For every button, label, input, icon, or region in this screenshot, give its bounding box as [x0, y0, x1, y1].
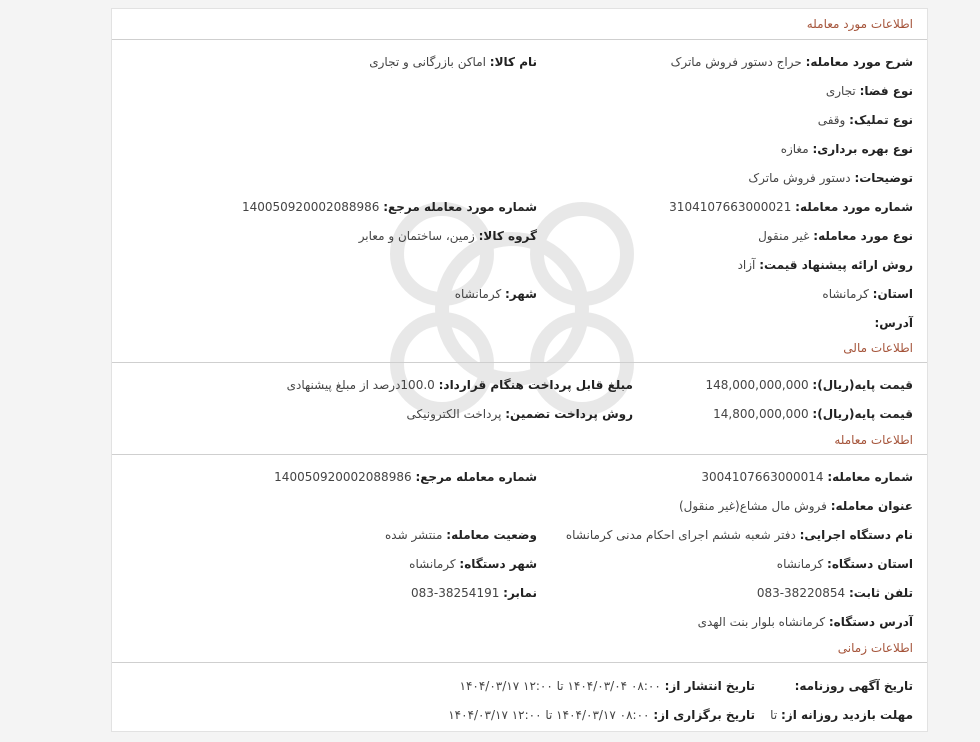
transaction-title: عنوان معامله: فروش مال مشاع(غیر منقول)	[678, 499, 913, 513]
offer-method: روش ارائه پیشنهاد قیمت: آزاد	[737, 258, 913, 272]
newspaper-date: تاریخ آگهی روزنامه:	[794, 679, 913, 693]
usage-type: نوع بهره برداری: مغازه	[780, 142, 913, 156]
base-price: قیمت پایه(ریال): 148,000,000,000	[705, 378, 913, 392]
divider	[112, 362, 927, 363]
phone: تلفن ثابت: 083-38220854	[756, 586, 913, 600]
deal-description: شرح مورد معامله: حراج دستور فروش ماترک	[670, 55, 913, 69]
publish-date: تاریخ انتشار از: ۰۸:۰۰ ۱۴۰۴/۰۳/۰۴ تا ۱۲:۰۰ ۱۴۰۴/۰۳/۱۷	[459, 679, 755, 693]
section-title-deal: اطلاعات مورد معامله	[806, 17, 913, 31]
org-province: استان دستگاه: کرمانشاه	[776, 557, 913, 571]
transaction-number: شماره معامله: 3004107663000014	[701, 470, 913, 484]
fax: نمابر: 083-38254191	[411, 586, 537, 600]
space-type: نوع فضا: تجاری	[825, 84, 913, 98]
executor-name: نام دستگاه اجرایی: دفتر شعبه ششم اجرای احکام مدنی کرمانشاه	[565, 528, 913, 542]
base-price-guarantee: قیمت پایه(ریال): 14,800,000,000	[713, 407, 913, 421]
address: آدرس:	[874, 316, 913, 330]
deal-notes: توضیحات: دستور فروش ماترک	[748, 171, 913, 185]
org-address: آدرس دستگاه: کرمانشاه بلوار بنت الهدی	[697, 615, 913, 629]
transaction-status: وضعیت معامله: منتشر شده	[384, 528, 537, 542]
goods-group: گروه کالا: زمین، ساختمان و معابر	[358, 229, 537, 243]
section-title-finance: اطلاعات مالی	[843, 341, 913, 355]
divider	[112, 454, 927, 455]
guarantee-method: روش پرداخت تضمین: پرداخت الکترونیکی	[406, 407, 633, 421]
visit-deadline: مهلت بازدید روزانه از: تا	[770, 708, 913, 722]
hold-date: تاریخ برگزاری از: ۰۸:۰۰ ۱۴۰۴/۰۳/۱۷ تا ۱۲:۰۰ ۱۴۰۴/۰۳/۱۷	[448, 708, 755, 722]
auction-detail-panel	[111, 8, 928, 732]
divider	[112, 662, 927, 663]
ownership-type: نوع تملیک: وقفی	[817, 113, 913, 127]
divider	[112, 39, 927, 40]
deal-type: نوع مورد معامله: غیر منقول	[758, 229, 913, 243]
deal-number: شماره مورد معامله: 3104107663000021	[669, 200, 913, 214]
contract-payment: مبلغ قابل پرداخت هنگام قرارداد: 100.0درصد از مبلغ پیشنهادی	[286, 378, 633, 392]
section-title-time: اطلاعات زمانی	[837, 641, 913, 655]
ref-transaction-number: شماره معامله مرجع: 140050920002088986	[274, 470, 537, 484]
ref-deal-number: شماره مورد معامله مرجع: 14005092000208898‎6	[241, 200, 537, 214]
section-title-transaction: اطلاعات معامله	[834, 433, 913, 447]
org-city: شهر دستگاه: کرمانشاه	[409, 557, 537, 571]
goods-name: نام کالا: اماکن بازرگانی و تجاری	[369, 55, 537, 69]
city: شهر: کرمانشاه	[454, 287, 537, 301]
province: استان: کرمانشاه	[822, 287, 913, 301]
